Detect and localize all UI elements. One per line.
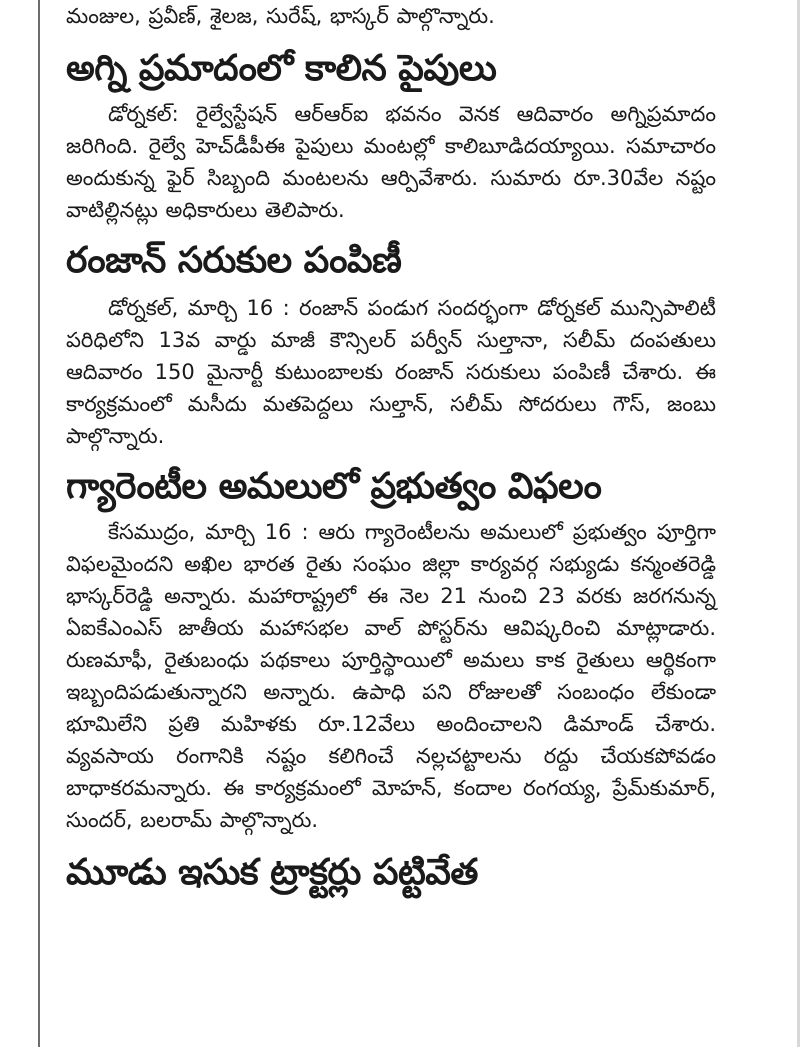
article-text: డోర్నకల్, మార్చి 16 : రంజాన్ పండుగ సందర్భంగా డోర్నకల్ మున్సిపాలిటీ పరిధిలోని 13వ వార్డు మాజీ కౌన్సిలర్ పర్వీన్ సుల్తానా, సలీమ్ దంపతులు ఆదివారం 150 మైనార్టీ కుటుంబాలకు రంజాన్ సరుకులు పంపిణీ చేశారు. ఈ కార్యక్రమంలో మసీదు మతపెద్దలు సుల్తాన్, సలీమ్ సోదరులు గౌస్, జంబు పాల్గొన్నారు. [66,296,716,448]
previous-article-fragment [66,0,716,32]
news-column [66,0,716,896]
article-text: కేసముద్రం, మార్చి 16 : ఆరు గ్యారెంటీలను అమలులో ప్రభుత్వం పూర్తిగా విఫలమైందని అఖిల భారత రైతు సంఘం జిల్లా కార్యవర్గ సభ్యుడు కన్మంతరెడ్డి భాస్కర్‌రెడ్డి అన్నారు. మహారాష్ట్రలో ఈ నెల 21 నుంచి 23 వరకు జరగనున్న ఏఐకేఎంఎస్ జాతీయ మహాసభల వాల్ పోస్టర్‌ను ఆవిష్కరించి మాట్లాడారు. రుణమాఫీ, రైతుబంధు పథకాలు పూర్తిస్థాయిలో అమలు కాక రైతులు ఆర్థికంగా ఇబ్బందిపడుతున్నారని అన్నారు. ఉపాధి పని రోజులతో సంబంధం లేకుండా భూమిలేని ప్రతి మహిళకు రూ.12వేలు అందించాలని డిమాండ్ చేశారు. వ్యవసాయ రంగానికి నష్టం కలిగించే నల్లచట్టాలను రద్దు చేయకపోవడం బాధాకరమన్నారు. ఈ కార్యక్రమంలో మోహన్, కందాల రంగయ్య, ప్రేమ్‌కుమార్, సుందర్, బలరామ్ పాల్గొన్నారు. [66,520,716,832]
article-text: డోర్నకల్: రైల్వేస్టేషన్ ఆర్‌ఆర్‌ఐ భవనం వెనక ఆదివారం అగ్నిప్రమాదం జరిగింది. రైల్వే హెచ్‌డీపీఈ పైపులు మంటల్లో కాలిబూడిదయ్యాయి. సమాచారం అందుకున్న ఫైర్ సిబ్బంది మంటలను ఆర్పివేశారు. సుమారు రూ.30వేల నష్టం వాటిల్లినట్లు అధికారులు తెలిపారు. [66,102,716,222]
article-body-ramzan [66,292,716,452]
article-body-guarantees [66,516,716,836]
article-headline-guarantees: గ్యారెంటీల అమలులో ప్రభుత్వం విఫలం [66,466,602,507]
previous-article-last-line: మంజుల, ప్రవీణ్, శైలజ, సురేష్, భాస్కర్ పాల్గొన్నారు. [66,4,495,28]
article-headline-fire: అగ్ని ప్రమాదంలో కాలిన పైపులు [66,48,497,89]
article-body-fire [66,98,716,226]
article-headline-ramzan: రంజాన్ సరుకుల పంపిణీ [66,240,402,281]
article-headline-sand-tractors: మూడు ఇసుక ట్రాక్టర్లు పట్టివేత [66,852,478,893]
column-divider [38,0,40,1047]
